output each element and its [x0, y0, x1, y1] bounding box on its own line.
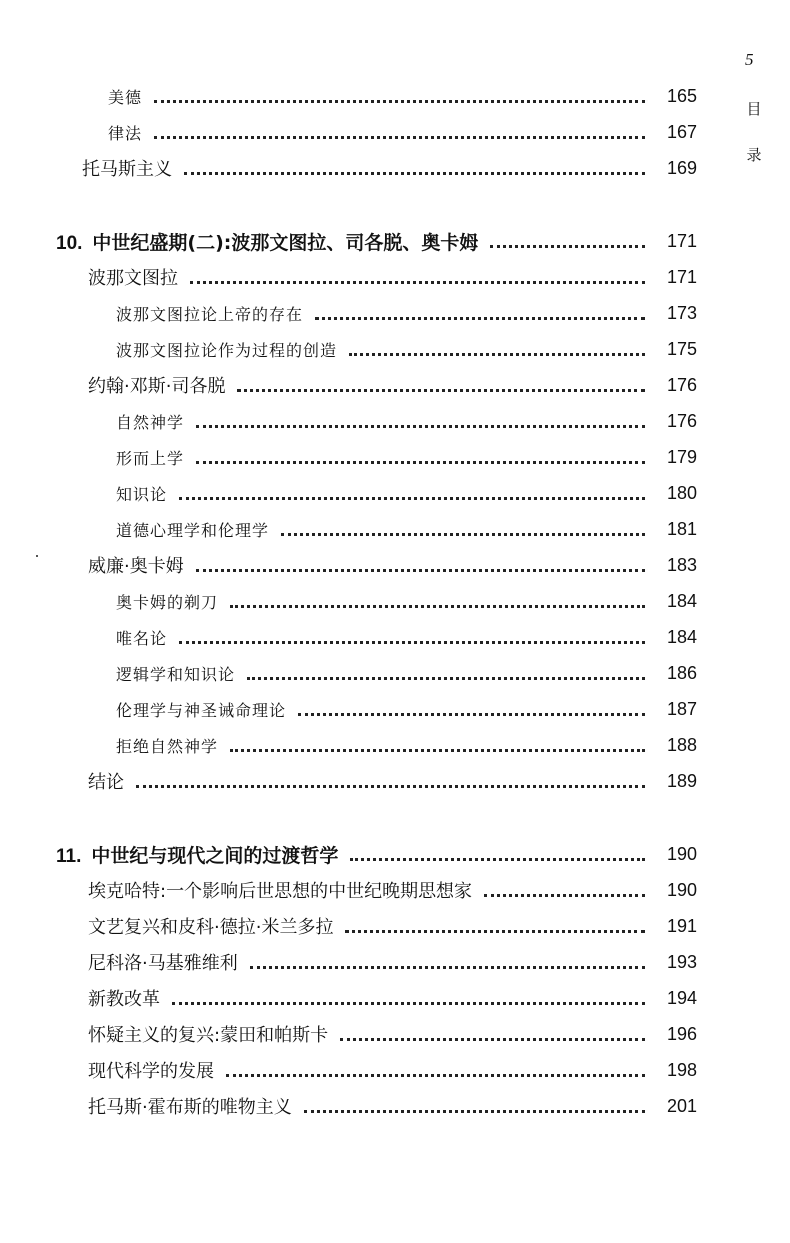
toc-entry-title: 结论 — [88, 772, 124, 793]
dot-leader — [179, 641, 645, 644]
toc-entry[interactable] — [0, 621, 790, 653]
toc-entry-page: 196 — [666, 1023, 697, 1044]
toc-entry-title: 美德 — [108, 87, 143, 107]
toc-entry[interactable] — [0, 1090, 790, 1122]
dot-leader — [154, 136, 645, 139]
toc-entry-page: 181 — [666, 518, 697, 539]
toc-entry-title: 新教改革 — [88, 989, 160, 1010]
toc-entry[interactable] — [0, 513, 790, 545]
toc-entry-page: 198 — [666, 1059, 697, 1080]
toc-entry[interactable] — [0, 1054, 790, 1086]
chapter-number: 11. — [56, 845, 82, 867]
toc-entry-page: 188 — [666, 734, 697, 755]
dot-leader — [350, 858, 645, 861]
toc-entry[interactable] — [0, 765, 790, 797]
dot-leader — [304, 1110, 645, 1113]
dot-leader — [172, 1002, 645, 1005]
toc-entry-title: 道德心理学和伦理学 — [116, 520, 270, 540]
toc-entry-title: 托马斯主义 — [82, 159, 172, 180]
toc-entry-page: 184 — [666, 626, 697, 647]
toc-entry[interactable] — [0, 261, 790, 293]
toc-entry-title: 逻辑学和知识论 — [116, 664, 236, 684]
toc-entry[interactable] — [0, 946, 790, 978]
toc-entry-title: 威廉·奥卡姆 — [88, 556, 184, 577]
toc-entry-page: 173 — [666, 302, 697, 323]
toc-entry-page: 189 — [666, 770, 697, 791]
toc-chapter-entry[interactable] — [0, 225, 790, 257]
toc-entry[interactable] — [0, 693, 790, 725]
toc-entry-title: 波那文图拉论作为过程的创造 — [116, 340, 338, 360]
toc-entry[interactable] — [0, 910, 790, 942]
toc-entry-title: 拒绝自然神学 — [116, 736, 219, 756]
toc-entry[interactable] — [0, 297, 790, 329]
toc-entry[interactable] — [0, 80, 790, 112]
dot-leader — [484, 894, 645, 897]
toc-entry-page: 183 — [666, 554, 697, 575]
toc-entry[interactable] — [0, 152, 790, 184]
chapter-number: 10. — [56, 232, 83, 254]
toc-entry[interactable] — [0, 405, 790, 437]
toc-chapter-title — [56, 228, 478, 255]
dot-leader — [230, 605, 645, 608]
toc-entry[interactable] — [0, 585, 790, 617]
toc-entry[interactable] — [0, 441, 790, 473]
toc-entry-title: 约翰·邓斯·司各脱 — [88, 376, 226, 397]
toc-chapter-title — [56, 841, 338, 868]
toc-entry-title: 波那文图拉 — [88, 268, 178, 289]
toc-entry-title: 伦理学与神圣诫命理论 — [116, 700, 287, 720]
toc-entry-title: 唯名论 — [116, 628, 168, 648]
toc-entry-title: 尼科洛·马基雅维利 — [88, 953, 238, 974]
dot-leader — [281, 533, 645, 536]
toc-entry[interactable] — [0, 982, 790, 1014]
page-number: 5 — [745, 50, 754, 69]
toc-entry[interactable] — [0, 729, 790, 761]
toc-entry-title: 怀疑主义的复兴:蒙田和帕斯卡 — [88, 1025, 329, 1046]
dot-leader — [154, 100, 645, 103]
chapter-title-text: 中世纪盛期(二):波那文图拉、司各脱、奥卡姆 — [92, 231, 479, 254]
toc-entry-title: 奥卡姆的剃刀 — [116, 592, 219, 612]
toc-entry[interactable] — [0, 477, 790, 509]
dot-leader — [196, 461, 645, 464]
toc-entry[interactable] — [0, 657, 790, 689]
dot-leader — [315, 317, 645, 320]
toc-entry-page: 190 — [666, 843, 697, 864]
dot-leader — [298, 713, 645, 716]
dot-leader — [237, 389, 645, 392]
toc-entry[interactable] — [0, 369, 790, 401]
toc-entry-page: 194 — [666, 987, 697, 1008]
toc-entry-title: 托马斯·霍布斯的唯物主义 — [88, 1097, 292, 1118]
toc-entry-title: 文艺复兴和皮科·德拉·米兰多拉 — [88, 917, 334, 938]
dot-leader — [136, 785, 645, 788]
toc-entry[interactable] — [0, 549, 790, 581]
dot-leader — [340, 1038, 645, 1041]
toc-entry[interactable] — [0, 333, 790, 365]
toc-entry-title: 波那文图拉论上帝的存在 — [116, 304, 304, 324]
toc-entry-title: 埃克哈特:一个影响后世思想的中世纪晚期思想家 — [88, 881, 473, 902]
toc-entry-page: 184 — [666, 590, 697, 611]
toc-entry-page: 171 — [666, 230, 697, 251]
dot-leader — [190, 281, 645, 284]
toc-entry[interactable] — [0, 116, 790, 148]
dot-leader — [226, 1074, 645, 1077]
toc-entry-title: 形而上学 — [116, 448, 185, 468]
dot-leader — [196, 425, 645, 428]
running-head-char: 录 — [746, 146, 762, 164]
dot-leader — [349, 353, 645, 356]
toc-entry-page: 190 — [666, 879, 697, 900]
toc-entry-title: 现代科学的发展 — [88, 1061, 214, 1082]
dot-leader — [490, 245, 645, 248]
toc-entry-page: 165 — [666, 85, 697, 106]
chapter-title-text: 中世纪与现代之间的过渡哲学 — [91, 844, 339, 867]
toc-entry-page: 176 — [666, 410, 697, 431]
dot-leader — [196, 569, 645, 572]
toc-entry[interactable] — [0, 874, 790, 906]
toc-entry-page: 175 — [666, 338, 697, 359]
toc-chapter-entry[interactable] — [0, 838, 790, 870]
running-head-char: 目 — [746, 100, 762, 118]
dot-leader — [250, 966, 645, 969]
toc-entry-title: 律法 — [108, 123, 143, 143]
dot-leader — [184, 172, 645, 175]
toc-entry-page: 179 — [666, 446, 697, 467]
dot-leader — [345, 930, 645, 933]
toc-entry-page: 193 — [666, 951, 697, 972]
toc-entry[interactable] — [0, 1018, 790, 1050]
toc-entry-page: 167 — [666, 121, 697, 142]
toc-entry-page: 169 — [666, 157, 697, 178]
toc-entry-page: 171 — [666, 266, 697, 287]
dot-leader — [247, 677, 645, 680]
dot-leader — [230, 749, 645, 752]
toc-entry-page: 176 — [666, 374, 697, 395]
toc-entry-page: 180 — [666, 482, 697, 503]
toc-entry-page: 186 — [666, 662, 697, 683]
toc-entry-title: 自然神学 — [116, 412, 185, 432]
dot-leader — [179, 497, 645, 500]
toc-entry-page: 187 — [666, 698, 697, 719]
toc-entry-page: 201 — [666, 1095, 697, 1116]
toc-entry-title: 知识论 — [116, 484, 168, 504]
toc-entry-page: 191 — [666, 915, 697, 936]
